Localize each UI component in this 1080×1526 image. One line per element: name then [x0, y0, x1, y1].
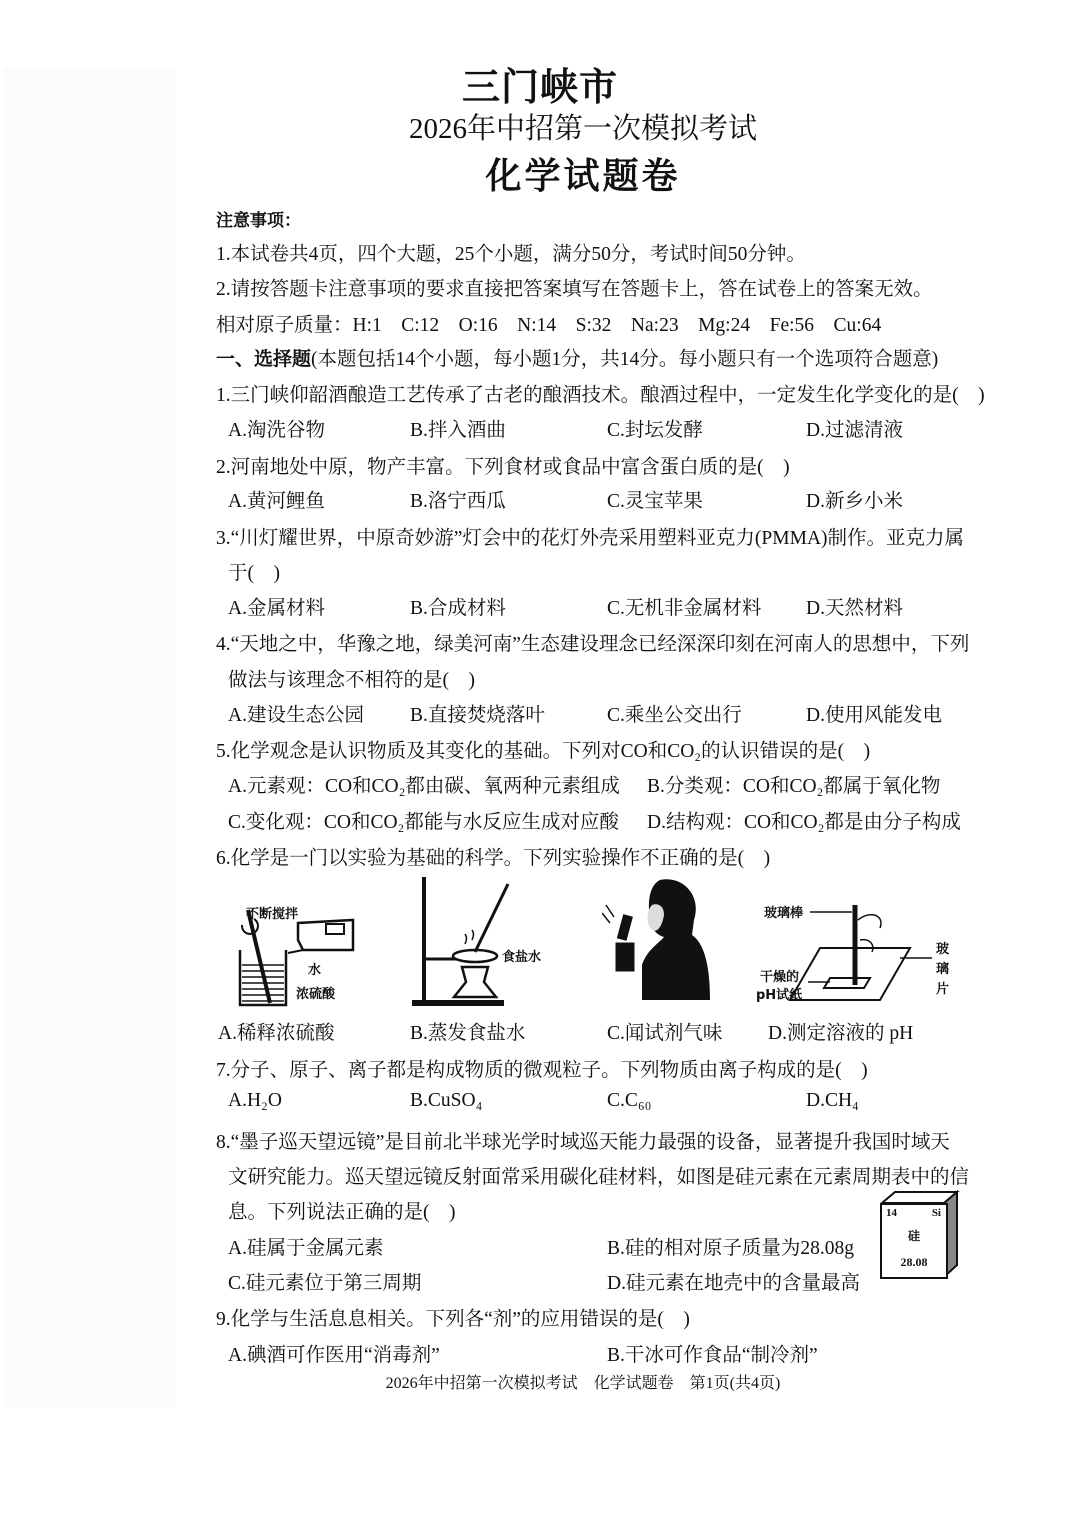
option-d[interactable]: D.新乡小米	[806, 491, 903, 512]
label-dry-paper: 干燥的	[760, 970, 800, 985]
option-b[interactable]: B.合成材料	[410, 598, 506, 619]
option-d[interactable]: D.结构观：CO和CO₂都是由分子构成	[647, 812, 961, 833]
notes-heading: 注意事项：	[216, 211, 301, 231]
option-c[interactable]: C.无机非金属材料	[607, 598, 762, 619]
label-stir: 不断搅拌	[246, 907, 299, 922]
question-stem: 4.“天地之中，华豫之地，绿美河南”生态建设理念已经深深印刻在河南人的思想中，下列	[216, 634, 970, 655]
option-a[interactable]: A.建设生态公园	[228, 705, 364, 726]
option-d[interactable]: D.测定溶液的 pH	[768, 1023, 914, 1044]
option-c[interactable]: C.封坛发酵	[607, 420, 703, 441]
option-a[interactable]: A.淘洗谷物	[228, 420, 325, 441]
note-item: 2.请按答题卡注意事项的要求直接把答案填写在答题卡上，答在试卷上的答案无效。	[216, 279, 933, 300]
option-a[interactable]: A.金属材料	[228, 598, 325, 619]
atomic-masses: 相对原子质量：H:1 C:12 O:16 N:14 S:32 Na:23 Mg:24 Fe:56 Cu:64	[216, 315, 882, 336]
question-stem: 7.分子、原子、离子都是构成物质的微观粒子。下列物质由离子构成的是( )	[216, 1060, 868, 1081]
option-c[interactable]: C.C₆₀	[607, 1090, 652, 1111]
element-symbol: Si	[931, 1207, 941, 1219]
subject-title: 化学试题卷	[485, 156, 681, 197]
option-c[interactable]: C.灵宝苹果	[607, 491, 703, 512]
option-c[interactable]: C.变化观：CO和CO₂都能与水反应生成对应酸	[228, 812, 619, 833]
option-a[interactable]: A.稀释浓硫酸	[218, 1023, 335, 1044]
figure-evaporation	[410, 872, 560, 1012]
option-b[interactable]: B.洛宁西瓜	[410, 491, 506, 512]
figure-dilute-acid	[228, 895, 368, 1010]
option-b[interactable]: B.干冰可作食品“制冷剂”	[607, 1345, 818, 1366]
question-stem-cont: 文研究能力。巡天望远镜反射面常采用碳化硅材料，如图是硅元素在元素周期表中的信	[228, 1167, 970, 1188]
exam-name-title: 2026年中招第一次模拟考试	[408, 113, 757, 145]
label-glass-plate: 玻璃片	[936, 942, 950, 997]
page-footer: 2026年中招第一次模拟考试 化学试题卷 第1页(共4页)	[385, 1375, 781, 1392]
option-a[interactable]: A.碘酒可作医用“消毒剂”	[228, 1345, 440, 1366]
question-stem: 9.化学与生活息息相关。下列各“剂”的应用错误的是( )	[216, 1309, 690, 1330]
label-glass-rod: 玻璃棒	[764, 906, 804, 921]
option-c[interactable]: C.闻试剂气味	[607, 1023, 723, 1044]
question-stem-cont: 息。下列说法正确的是( )	[228, 1202, 456, 1223]
question-stem: 1.三门峡仰韶酒酿造工艺传承了古老的酿酒技术。酿酒过程中，一定发生化学变化的是( )	[216, 385, 985, 406]
option-a[interactable]: A.硅属于金属元素	[228, 1238, 384, 1259]
option-d[interactable]: D.过滤清液	[806, 420, 903, 441]
option-c[interactable]: C.硅元素位于第三周期	[228, 1273, 422, 1294]
option-d[interactable]: D.硅元素在地壳中的含量最高	[607, 1273, 860, 1294]
option-c[interactable]: C.乘坐公交出行	[607, 705, 742, 726]
section-heading	[216, 343, 938, 371]
option-b[interactable]: B.拌入酒曲	[410, 420, 506, 441]
option-d[interactable]: D.天然材料	[806, 598, 903, 619]
atomic-number: 14	[886, 1207, 897, 1219]
option-b[interactable]: B.分类观：CO和CO₂都属于氧化物	[647, 776, 941, 797]
person-smelling-icon	[602, 875, 712, 1005]
exam-city-title: 三门峡市	[461, 65, 618, 109]
option-b[interactable]: B.直接焚烧落叶	[410, 705, 545, 726]
question-stem-cont: 做法与该理念不相符的是( )	[228, 670, 475, 691]
label-acid: 浓硫酸	[296, 987, 336, 1002]
section-title: 一、选择题	[216, 348, 312, 370]
label-ph-paper: pH试纸	[756, 988, 803, 1003]
option-a[interactable]: A.H₂O	[228, 1090, 282, 1111]
scan-shadow	[3, 68, 175, 1408]
section-description: (本题包括14个小题，每小题1分，共14分。每小题只有一个选项符合题意)	[311, 349, 939, 370]
figure-ph-test	[756, 900, 960, 1010]
option-b[interactable]: B.硅的相对原子质量为28.08g	[607, 1238, 855, 1259]
label-salt-water: 食盐水	[502, 950, 542, 965]
element-card-silicon	[880, 1203, 948, 1279]
atomic-mass: 28.08	[900, 1255, 928, 1269]
option-a[interactable]: A.元素观：CO和CO₂都由碳、氧两种元素组成	[228, 776, 620, 797]
option-b[interactable]: B.蒸发食盐水	[410, 1023, 526, 1044]
question-stem: 6.化学是一门以实验为基础的科学。下列实验操作不正确的是( )	[216, 848, 771, 869]
question-stem: 5.化学观念是认识物质及其变化的基础。下列对CO和CO₂的认识错误的是( )	[216, 741, 871, 762]
element-name: 硅	[907, 1229, 920, 1243]
evaporating-dish-icon	[410, 872, 560, 1012]
question-stem: 8.“墨子巡天望远镜”是目前北半球光学时域巡天能力最强的设备，显著提升我国时域天	[216, 1132, 950, 1153]
question-stem-cont: 于( )	[228, 563, 280, 584]
note-item: 1.本试卷共4页，四个大题，25个小题，满分50分，考试时间50分钟。	[216, 244, 806, 265]
option-a[interactable]: A.黄河鲤鱼	[228, 491, 325, 512]
question-stem: 2.河南地处中原，物产丰富。下列食材或食品中富含蛋白质的是( )	[216, 457, 790, 478]
label-water: 水	[308, 963, 322, 978]
option-d[interactable]: D.CH₄	[806, 1090, 859, 1111]
option-d[interactable]: D.使用风能发电	[806, 705, 942, 726]
question-stem: 3.“川灯耀世界，中原奇妙游”灯会中的花灯外壳采用塑料亚克力(PMMA)制作。亚克力属	[216, 528, 965, 549]
option-b[interactable]: B.CuSO₄	[410, 1090, 483, 1111]
figure-smelling	[602, 875, 712, 1005]
